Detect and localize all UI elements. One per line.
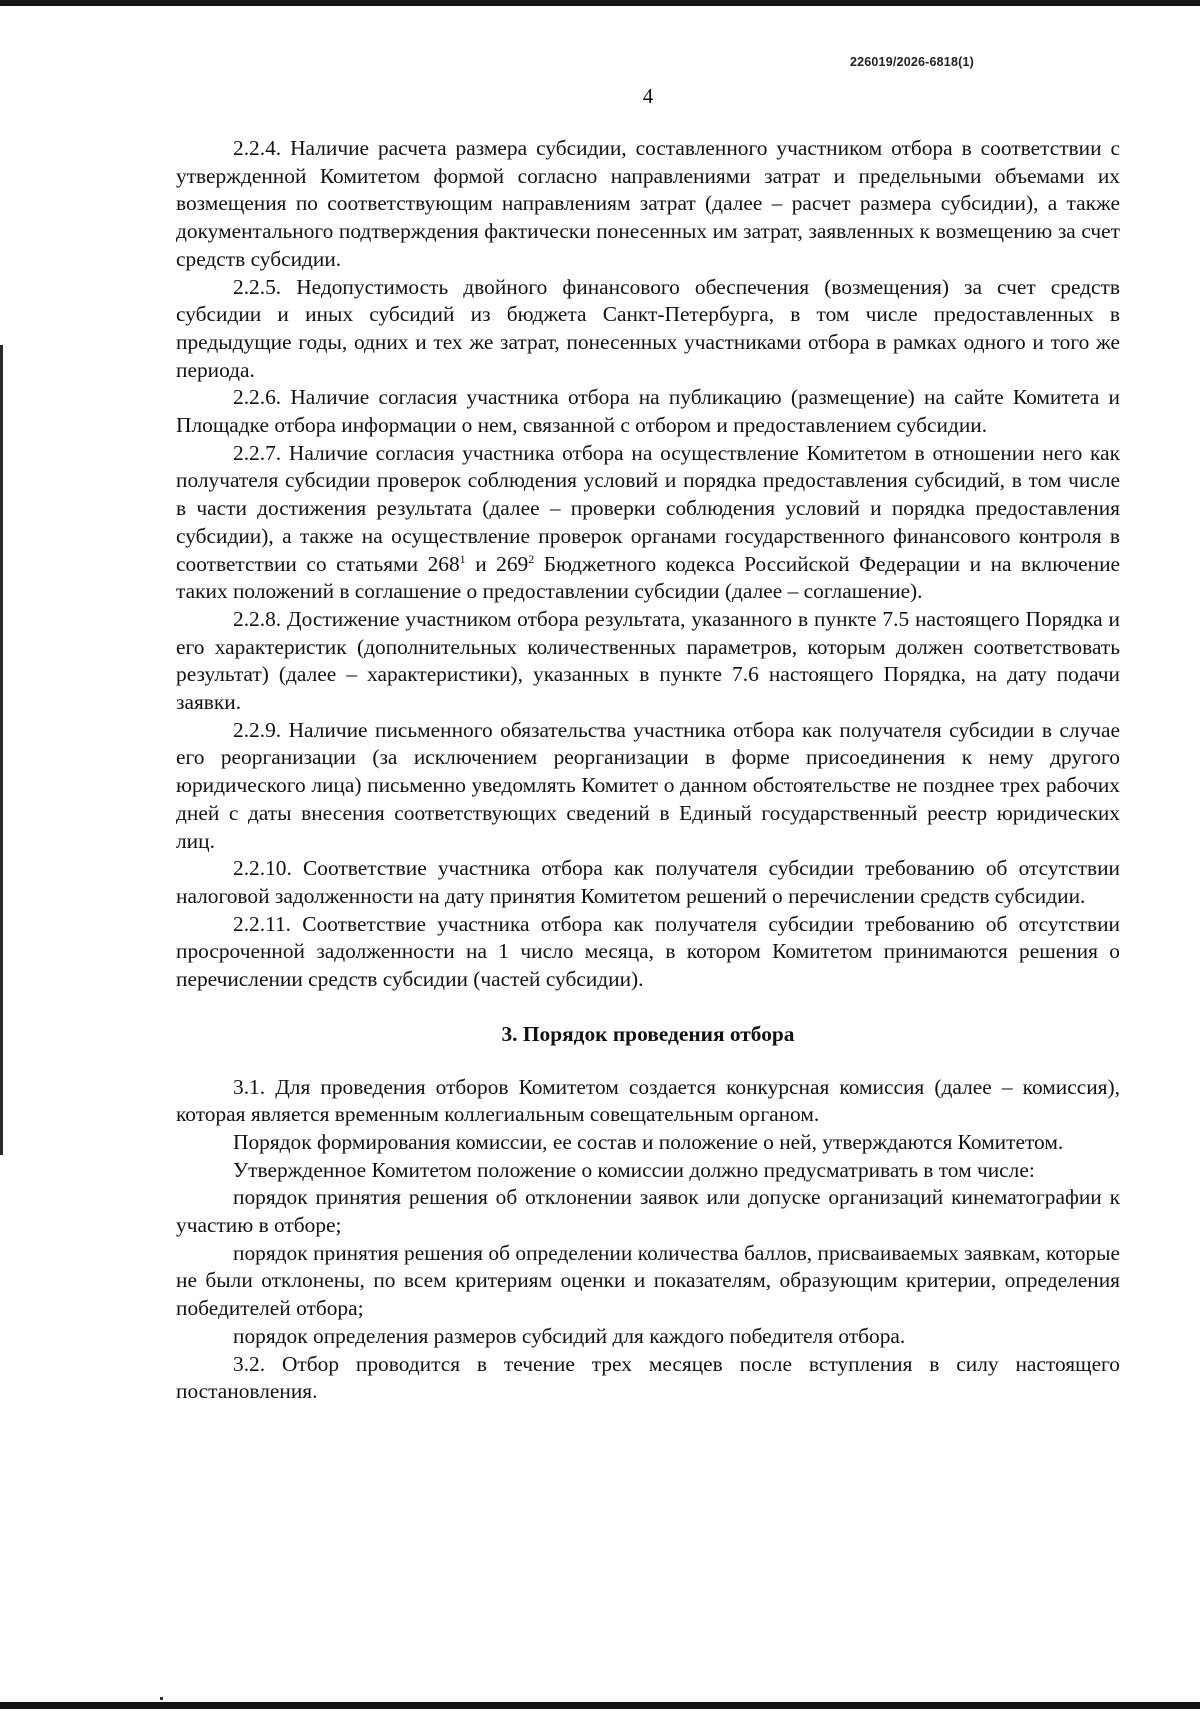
paragraph-2-2-4: 2.2.4. Наличие расчета размера субсидии, составленного участником отбора в соответствии с утвержденной Комитетом формой согласно направлениями затрат и предельными объемами их возмещения по соответствующим направлениям затрат (далее – расчет размера субсидии), а также документального подтверждения фактически понесенных им затрат, заявленных к возмещению за счет средств субсидии.	[176, 136, 1120, 271]
paragraph-commission-regulation: Утвержденное Комитетом положение о комиссии должно предусматривать в том числе:	[233, 1157, 1035, 1182]
paragraph-2-2-6: 2.2.6. Наличие согласия участника отбора на публикацию (размещение) на сайте Комитета и Площадке отбора информации о нем, связанной с отбором и предоставлением субсидии.	[176, 385, 1120, 438]
paragraph-3-2: 3.2. Отбор проводится в течение трех месяцев после вступления в силу настоящего постановления.	[176, 1351, 1120, 1404]
scan-speck	[160, 1697, 163, 1700]
paragraph-2-2-11: 2.2.11. Соответствие участника отбора как получателя субсидии требованию об отсутствии просроченной задолженности на 1 число месяца, в котором Комитетом принимаются решения о перечислении средств субсидии (частей субсидии).	[176, 911, 1120, 992]
paragraph-3-1: 3.1. Для проведения отборов Комитетом создается конкурсная комиссия (далее – комиссия), которая является временным коллегиальным совещательным органом.	[176, 1074, 1120, 1127]
document-registration-number: 226019/2026-6818(1)	[849, 55, 974, 69]
paragraph-2-2-7-text-a: 2.2.7. Наличие согласия участника отбора на осуществление Комитетом в отношении него как получателя субсидии проверок соблюдения условий и порядка предоставления субсидий, в том числе в части достижения результата (далее – проверки соблюдения условий и порядка предоставления субсидии), а также на осуществление проверок органами государственного финансового контроля в соответствии со статьями 268	[176, 440, 1120, 576]
list-item-subsidy-size-procedure: порядок определения размеров субсидий для каждого победителя отбора.	[233, 1323, 906, 1348]
list-item-rejection-procedure: порядок принятия решения об отклонении заявок или допуске организаций кинематографии к участию в отборе;	[176, 1185, 1120, 1238]
scan-border-bottom	[0, 1702, 1200, 1709]
scan-border-left	[0, 345, 3, 1155]
section-3-title: 3. Порядок проведения отбора	[501, 1021, 795, 1046]
superscript-1: 1	[459, 551, 466, 566]
page-number: 4	[642, 84, 654, 108]
paragraph-2-2-7-text-b: и 269	[465, 551, 529, 576]
paragraph-2-2-7-text-c: Бюджетного кодекса Российской Федерации и на включение таких положений в соглашение о предоставлении субсидии (далее – соглашение).	[176, 551, 1121, 604]
document-body	[176, 135, 1120, 1406]
list-item-scoring-procedure: порядок принятия решения об определении количества баллов, присваиваемых заявкам, которые не были отклонены, по всем критериям оценки и показателям, образующим критерии, определения победителей отбора;	[176, 1240, 1120, 1321]
paragraph-2-2-10: 2.2.10. Соответствие участника отбора как получателя субсидии требованию об отсутствии налоговой задолженности на дату принятия Комитетом решений о перечислении средств субсидии.	[176, 856, 1120, 908]
paragraph-commission-formation: Порядок формирования комиссии, ее состав и положение о ней, утверждаются Комитетом.	[233, 1129, 1064, 1154]
scan-border-top	[0, 0, 1200, 6]
superscript-2: 2	[528, 551, 535, 566]
paragraph-2-2-9: 2.2.9. Наличие письменного обязательства участника отбора как получателя субсидии в случае его реорганизации (за исключением реорганизации в форме присоединения к нему другого юридического лица) письменно уведомлять Комитет о данном обстоятельстве не позднее трех рабочих дней с даты внесения соответствующих сведений в Единый государственный реестр юридических лиц.	[176, 717, 1120, 853]
paragraph-2-2-7	[176, 440, 1120, 606]
paragraph-2-2-8: 2.2.8. Достижение участником отбора результата, указанного в пункте 7.5 настоящего Порядка и его характеристик (дополнительных количественных параметров, которым должен соответствовать результат) (далее – характеристики), указанных в пункте 7.6 настоящего Порядка, на дату подачи заявки.	[176, 606, 1120, 715]
paragraph-2-2-5: 2.2.5. Недопустимость двойного финансового обеспечения (возмещения) за счет средств субсидии и иных субсидий из бюджета Санкт-Петербурга, в том числе предоставленных в предыдущие годы, одних и тех же затрат, понесенных участниками отбора в рамках одного и того же периода.	[176, 274, 1120, 382]
